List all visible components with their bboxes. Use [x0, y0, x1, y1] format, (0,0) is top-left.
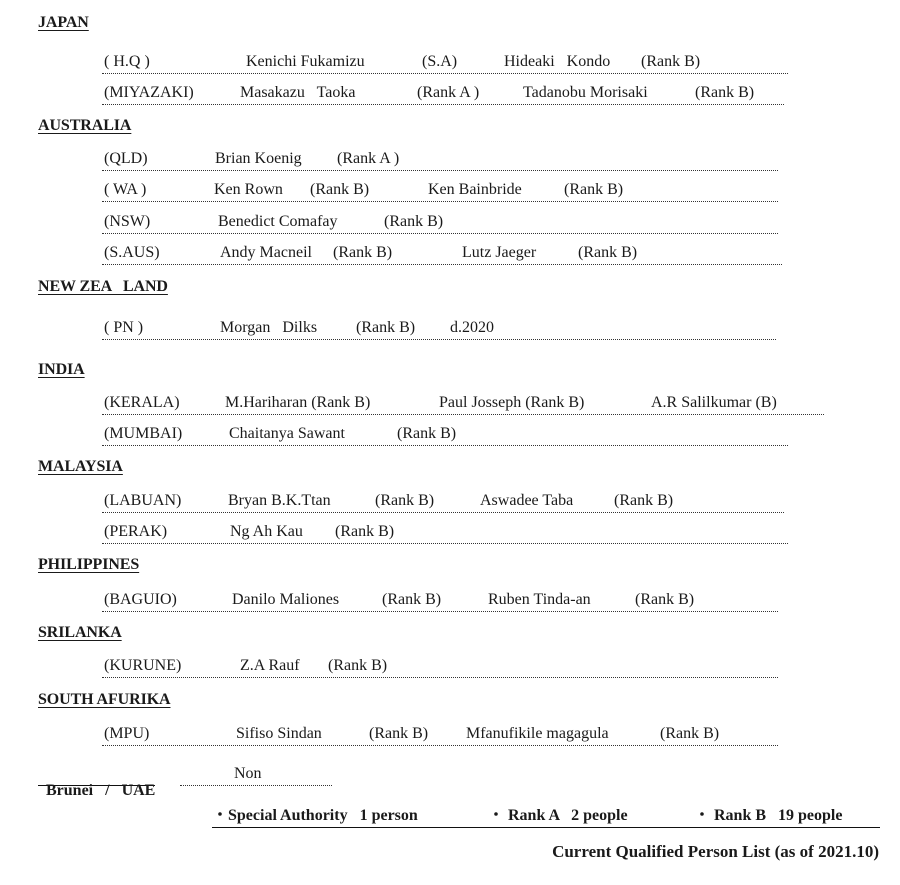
person-name: Benedict Comafay	[218, 213, 338, 230]
country-heading-india: INDIA	[38, 361, 85, 378]
region-label: (KERALA)	[104, 394, 180, 411]
person-name: Mfanufikile magagula	[466, 725, 609, 742]
list-item	[102, 242, 782, 265]
person-name: Bryan B.K.Ttan	[228, 492, 331, 509]
region-label: (S.AUS)	[104, 244, 160, 261]
list-item	[102, 521, 788, 544]
list-item	[102, 179, 778, 202]
person-name: A.R Salilkumar (B)	[651, 394, 777, 411]
brunei-uae-value: Non	[234, 765, 262, 782]
country-heading-new-zealand: NEW ZEA LAND	[38, 278, 168, 295]
rank-label: (Rank B)	[614, 492, 674, 509]
list-item	[102, 655, 778, 678]
region-label: (NSW)	[104, 213, 151, 230]
region-label: (BAGUIO)	[104, 591, 177, 608]
region-label: (KURUNE)	[104, 657, 182, 674]
person-name: Ng Ah Kau	[230, 523, 303, 540]
document-footer: Current Qualified Person List (as of 2021.10)	[552, 842, 879, 861]
person-name: Kenichi Fukamizu	[246, 53, 365, 70]
rank-label: (Rank B)	[695, 84, 755, 101]
person-name: Lutz Jaeger	[462, 244, 537, 261]
rank-label: (Rank B)	[335, 523, 395, 540]
rank-label: (Rank B)	[384, 213, 444, 230]
region-label: ( H.Q )	[104, 53, 150, 70]
region-label: (MIYAZAKI)	[104, 84, 194, 101]
list-item	[102, 148, 778, 171]
region-label: (MPU)	[104, 725, 150, 742]
country-heading-philippines: PHILIPPINES	[38, 556, 140, 573]
region-label: (PERAK)	[104, 523, 168, 540]
summary-line	[212, 803, 880, 828]
person-name: Sifiso Sindan	[236, 725, 322, 742]
person-name: Hideaki Kondo	[504, 53, 611, 70]
person-name: Z.A Rauf	[240, 657, 300, 674]
country-heading-japan: JAPAN	[38, 14, 89, 31]
list-item	[102, 317, 776, 340]
rank-label: (Rank B)	[310, 181, 370, 198]
brunei-uae-label: Brunei / UAE	[46, 782, 156, 799]
list-item	[102, 423, 788, 446]
list-item	[102, 211, 778, 234]
rank-label: (Rank B)	[375, 492, 435, 509]
person-name: Ken Rown	[214, 181, 283, 198]
date-note: d.2020	[450, 319, 494, 336]
country-heading-australia: AUSTRALIA	[38, 117, 132, 134]
rank-label: (Rank B)	[397, 425, 457, 442]
rank-label: (Rank B)	[660, 725, 720, 742]
person-name: Paul Josseph (Rank B)	[439, 394, 585, 411]
rank-label: (Rank B)	[635, 591, 695, 608]
rank-label: (Rank B)	[369, 725, 429, 742]
person-name: Danilo Maliones	[232, 591, 340, 608]
summary-rank-a: ・ Rank A 2 people	[488, 807, 628, 824]
person-name: Andy Macneil	[220, 244, 312, 261]
person-name: Tadanobu Morisaki	[523, 84, 648, 101]
rank-label: (Rank B)	[578, 244, 638, 261]
rank-label: (Rank B)	[641, 53, 701, 70]
person-name: Aswadee Taba	[480, 492, 574, 509]
region-label: ( PN )	[104, 319, 144, 336]
rank-label: (Rank B)	[333, 244, 393, 261]
person-name: Ken Bainbride	[428, 181, 522, 198]
country-heading-south-afurika: SOUTH AFURIKA	[38, 691, 171, 708]
list-item	[102, 392, 824, 415]
region-label: (LABUAN)	[104, 492, 182, 509]
list-item	[102, 82, 784, 105]
list-item	[102, 51, 788, 74]
person-name: Morgan Dilks	[220, 319, 318, 336]
region-label: ( WA )	[104, 181, 147, 198]
person-name: Ruben Tinda-an	[488, 591, 591, 608]
person-name: Chaitanya Sawant	[229, 425, 345, 442]
summary-special-authority: ・Special Authority 1 person	[212, 807, 418, 824]
person-name: M.Hariharan (Rank B)	[225, 394, 371, 411]
list-item	[102, 723, 778, 746]
region-label: (MUMBAI)	[104, 425, 183, 442]
rank-label: (S.A)	[422, 53, 458, 70]
summary-rank-b: ・ Rank B 19 people	[694, 807, 843, 824]
country-heading-brunei-uae	[38, 764, 156, 799]
list-item	[102, 589, 778, 612]
person-name: Brian Koenig	[215, 150, 302, 167]
rank-label: (Rank B)	[356, 319, 416, 336]
rank-label: (Rank A )	[337, 150, 400, 167]
list-item	[180, 764, 332, 786]
list-item	[102, 490, 784, 513]
country-heading-malaysia: MALAYSIA	[38, 458, 123, 475]
rank-label: (Rank B)	[564, 181, 624, 198]
person-name: Masakazu Taoka	[240, 84, 356, 101]
rank-label: (Rank B)	[382, 591, 442, 608]
rank-label: (Rank A )	[417, 84, 480, 101]
country-heading-srilanka: SRILANKA	[38, 624, 122, 641]
rank-label: (Rank B)	[328, 657, 388, 674]
region-label: (QLD)	[104, 150, 148, 167]
